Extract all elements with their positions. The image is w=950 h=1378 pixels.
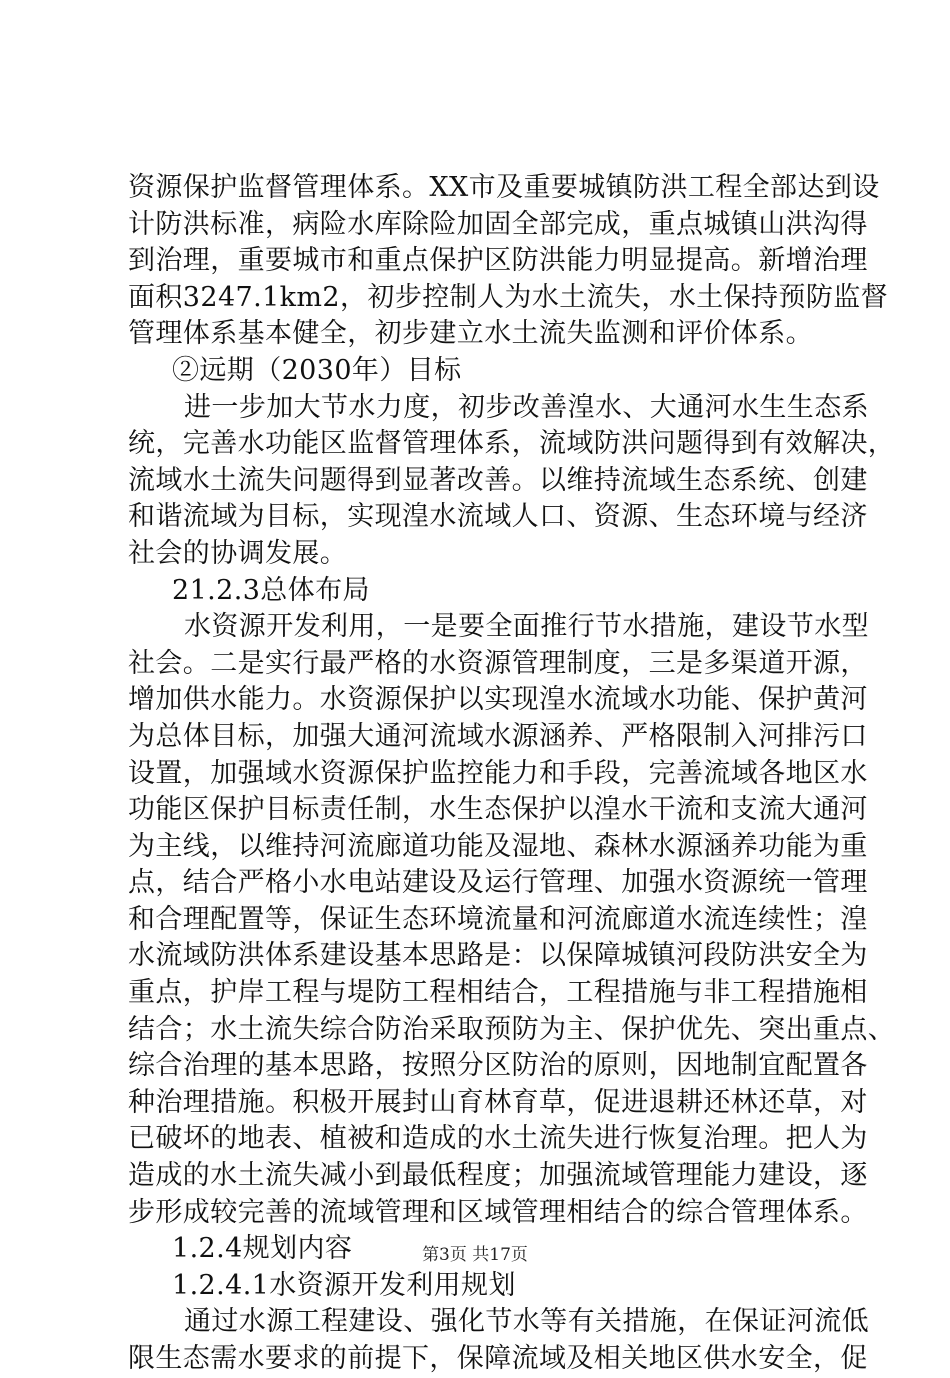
text-line: 进一步加大节水力度，初步改善湟水、大通河水生生态系 bbox=[184, 391, 869, 423]
document-body bbox=[128, 170, 896, 1378]
text-line: 已破坏的地表、植被和造成的水土流失进行恢复治理。把人为 bbox=[128, 1123, 868, 1155]
text-line: 设置，加强域水资源保护监控能力和手段，完善流域各地区水 bbox=[128, 757, 868, 789]
text-line: 管理体系基本健全，初步建立水土流失监测和评价体系。 bbox=[128, 318, 813, 350]
text-line: 为主线，以维持河流廊道功能及湿地、森林水源涵养功能为重 bbox=[128, 830, 868, 862]
text-line: 为总体目标，加强大通河流域水源涵养、严格限制入河排污口 bbox=[128, 720, 868, 752]
text-line: 面积3247.1km2，初步控制人为水土流失，水土保持预防监督 bbox=[128, 281, 889, 313]
text-line: 种治理措施。积极开展封山育林育草，促进退耕还林还草，对 bbox=[128, 1086, 868, 1118]
text-line: 到治理，重要城市和重点保护区防洪能力明显提高。新增治理 bbox=[128, 245, 868, 277]
text-line: 水资源开发利用，一是要全面推行节水措施，建设节水型 bbox=[184, 611, 869, 643]
text-line: 重点，护岸工程与堤防工程相结合，工程措施与非工程措施相 bbox=[128, 977, 868, 1009]
text-line: 社会的协调发展。 bbox=[128, 537, 348, 569]
text-line: 水流域防洪体系建设基本思路是：以保障城镇河段防洪安全为 bbox=[128, 940, 868, 972]
section-heading: 1.2.4规划内容 bbox=[172, 1233, 353, 1265]
text-line: 综合治理的基本思路，按照分区防治的原则，因地制宜配置各 bbox=[128, 1050, 868, 1082]
text-line: 步形成较完善的流域管理和区域管理相结合的综合管理体系。 bbox=[128, 1196, 868, 1228]
section-heading: 21.2.3总体布局 bbox=[172, 574, 370, 606]
text-line: 限生态需水要求的前提下，保障流域及相关地区供水安全，促 bbox=[128, 1343, 868, 1374]
text-line: 造成的水土流失减小到最低程度；加强流域管理能力建设，逐 bbox=[128, 1160, 868, 1192]
text-line: 资源保护监督管理体系。XX市及重要城镇防洪工程全部达到设 bbox=[128, 172, 880, 203]
text-line: 通过水源工程建设、强化节水等有关措施，在保证河流低 bbox=[184, 1306, 869, 1338]
text-line: 统，完善水功能区监督管理体系，流域防洪问题得到有效解决， bbox=[128, 428, 896, 460]
text-line: 结合；水土流失综合防治采取预防为主、保护优先、突出重点、 bbox=[128, 1013, 896, 1045]
text-line: 计防洪标准，病险水库除险加固全部完成，重点城镇山洪沟得 bbox=[128, 208, 868, 240]
section-heading: 1.2.4.1水资源开发利用规划 bbox=[172, 1269, 516, 1301]
section-heading: ②远期（2030年）目标 bbox=[172, 354, 462, 386]
text-line: 功能区保护目标责任制，水生态保护以湟水干流和支流大通河 bbox=[128, 794, 868, 826]
text-line: 增加供水能力。水资源保护以实现湟水流域水功能、保护黄河 bbox=[128, 684, 868, 716]
page-footer: 第3页 共17页 bbox=[422, 1245, 528, 1265]
text-line: 点，结合严格小水电站建设及运行管理、加强水资源统一管理 bbox=[128, 867, 868, 899]
text-line: 和合理配置等，保证生态环境流量和河流廊道水流连续性；湟 bbox=[128, 903, 868, 935]
text-line: 流域水土流失问题得到显著改善。以维持流域生态系统、创建 bbox=[128, 464, 868, 496]
text-line: 社会。二是实行最严格的水资源管理制度，三是多渠道开源， bbox=[128, 647, 868, 679]
text-line: 和谐流域为目标，实现湟水流域人口、资源、生态环境与经济 bbox=[128, 501, 868, 533]
